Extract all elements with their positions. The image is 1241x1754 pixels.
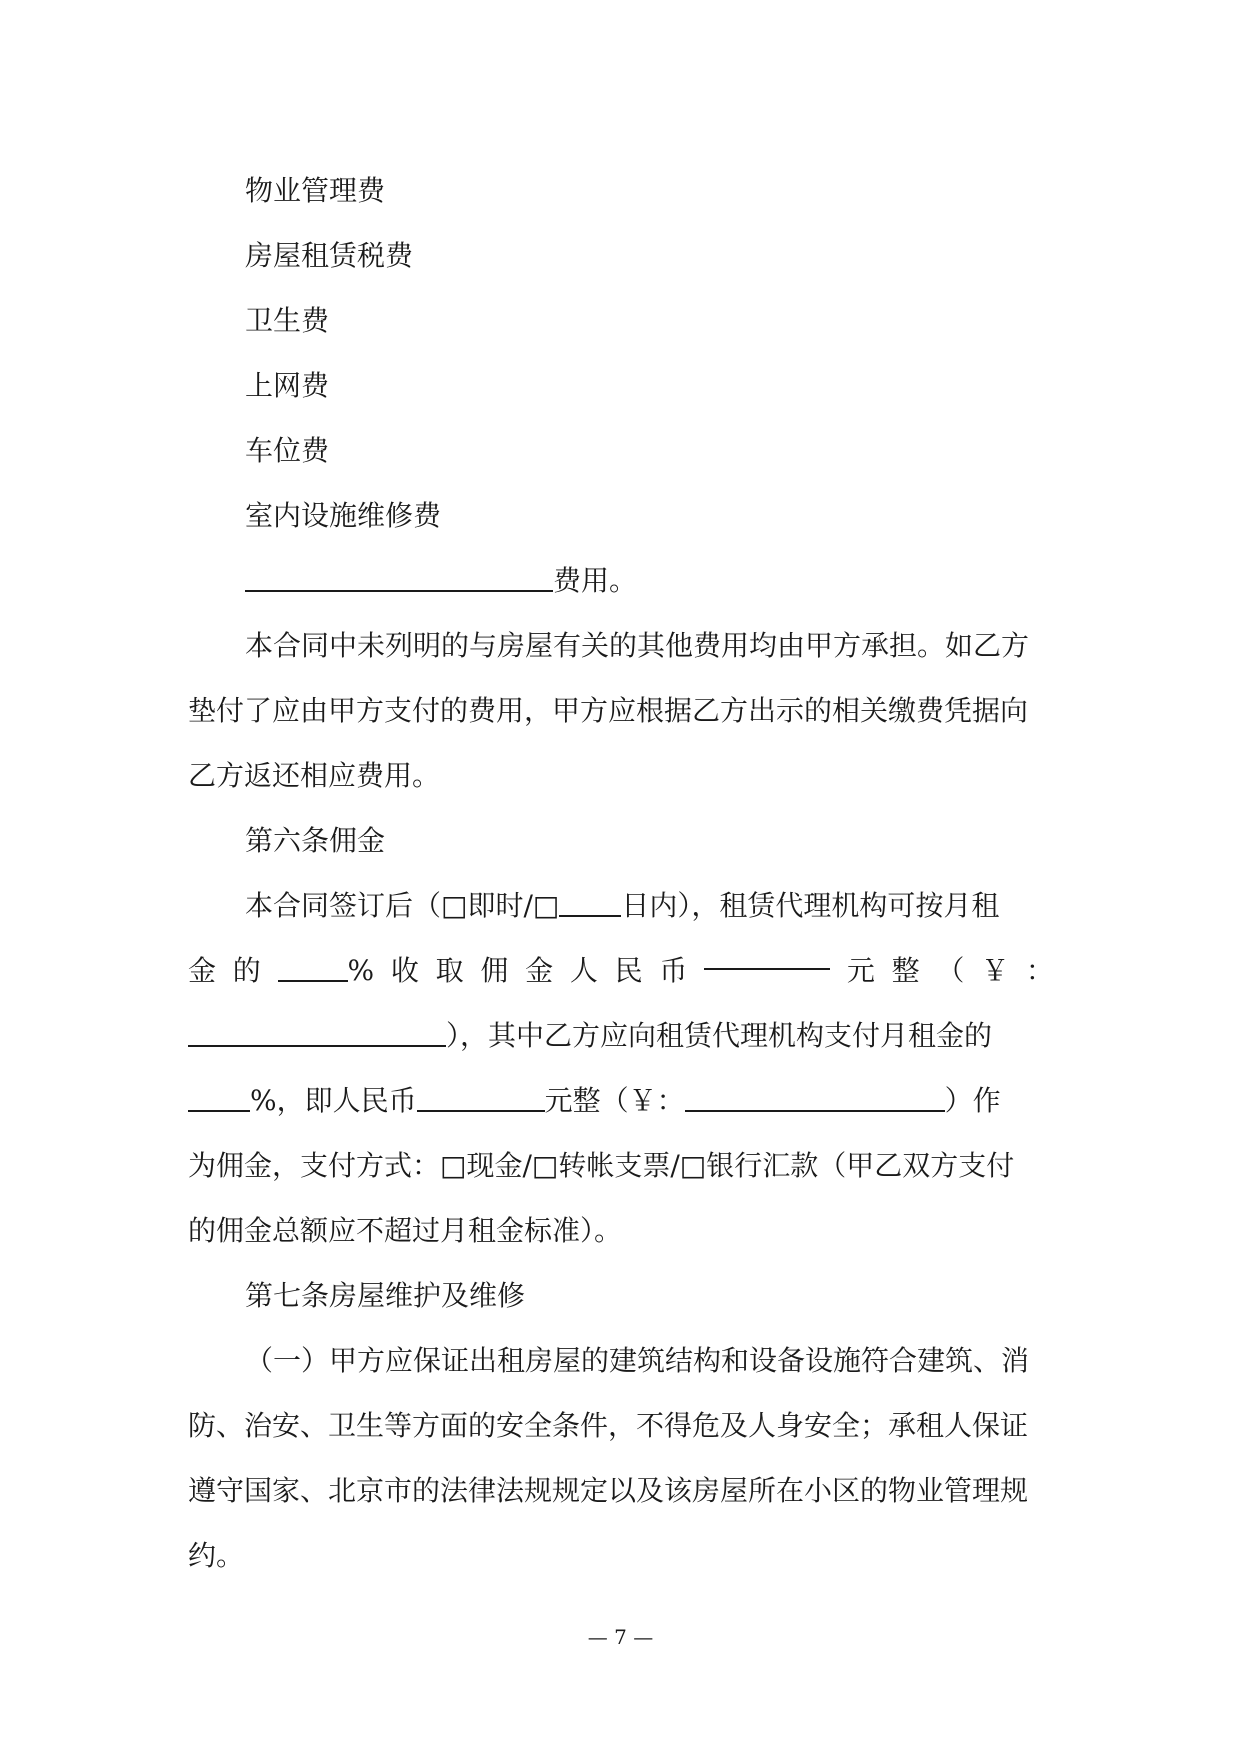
article-6-line-6: 的佣金总额应不超过月租金标准）。 (188, 1214, 623, 1247)
article-7-line-4: 约。 (188, 1539, 245, 1572)
char: ： (1025, 954, 1054, 987)
article-7-line-1: （一）甲方应保证出租房屋的建筑结构和设备设施符合建筑、消 (245, 1344, 1030, 1377)
char: 民 (614, 954, 643, 987)
fee-item-internet: 上网费 (245, 369, 330, 402)
para-unlisted-line-1: 本合同中未列明的与房屋有关的其他费用均由甲方承担。如乙方 (245, 629, 1030, 662)
percent-blank[interactable] (188, 1080, 250, 1112)
page-number: — 7 — (587, 1625, 654, 1649)
char: 金 (188, 954, 217, 987)
char: （ (936, 954, 965, 987)
char: 整 (891, 954, 920, 987)
days-blank[interactable] (559, 885, 621, 917)
article-6-line-5: 为佣金，支付方式：□现金/□转帐支票/□银行汇款（甲乙双方支付 (188, 1149, 1015, 1182)
text-segment: 日内），租赁代理机构可按月租 (621, 889, 1000, 922)
amount-figure-blank[interactable] (685, 1080, 945, 1112)
percent-sign: % (347, 954, 375, 987)
text-segment: ），其中乙方应向租赁代理机构支付月租金的 (446, 1019, 993, 1052)
amount-figure-blank[interactable] (188, 1015, 446, 1047)
article-7-line-3: 遵守国家、北京市的法律法规规定以及该房屋所在小区的物业管理规 (188, 1474, 1029, 1507)
fee-item-sanitation: 卫生费 (245, 304, 330, 337)
amount-blank[interactable] (417, 1080, 545, 1112)
article-7-title: 第七条房屋维护及维修 (245, 1279, 526, 1312)
article-6-title: 第六条佣金 (245, 824, 386, 857)
char: 取 (435, 954, 464, 987)
other-fee-suffix: 费用。 (553, 564, 638, 597)
para-unlisted-line-2: 垫付了应由甲方支付的费用，甲方应根据乙方出示的相关缴费凭据向 (188, 694, 1029, 727)
char: 收 (390, 954, 419, 987)
char: 金 (525, 954, 554, 987)
text-segment: %，即人民币 (250, 1084, 417, 1117)
char: 的 (232, 954, 261, 987)
fee-item-parking: 车位费 (245, 434, 330, 467)
document-body (188, 158, 1054, 1588)
para-unlisted-line-3: 乙方返还相应费用。 (188, 759, 441, 792)
article-6-line-2 (188, 938, 1054, 1003)
fill-in-blank[interactable] (245, 560, 553, 592)
fee-item-property: 物业管理费 (245, 174, 386, 207)
article-6-line-3 (188, 1003, 1054, 1068)
percent-blank[interactable] (278, 950, 348, 982)
char: 佣 (480, 954, 509, 987)
char: 币 (659, 954, 688, 987)
char: ￥ (981, 954, 1010, 987)
article-6-line-4 (188, 1068, 1054, 1133)
text-segment: ）作 (944, 1084, 1001, 1117)
article-6-line-1 (188, 873, 1054, 938)
fee-item-other (188, 548, 1054, 613)
char: 元 (846, 954, 875, 987)
fee-item-tax: 房屋租赁税费 (245, 239, 414, 272)
article-7-line-2: 防、治安、卫生等方面的安全条件，不得危及人身安全；承租人保证 (188, 1409, 1029, 1442)
text-segment: 本合同签订后（□即时/□ (245, 889, 560, 922)
amount-blank[interactable] (704, 938, 830, 970)
text-segment: 元整（￥： (544, 1084, 685, 1117)
char: 人 (569, 954, 598, 987)
fee-item-maintenance: 室内设施维修费 (245, 499, 442, 532)
percent-group (278, 938, 375, 1003)
